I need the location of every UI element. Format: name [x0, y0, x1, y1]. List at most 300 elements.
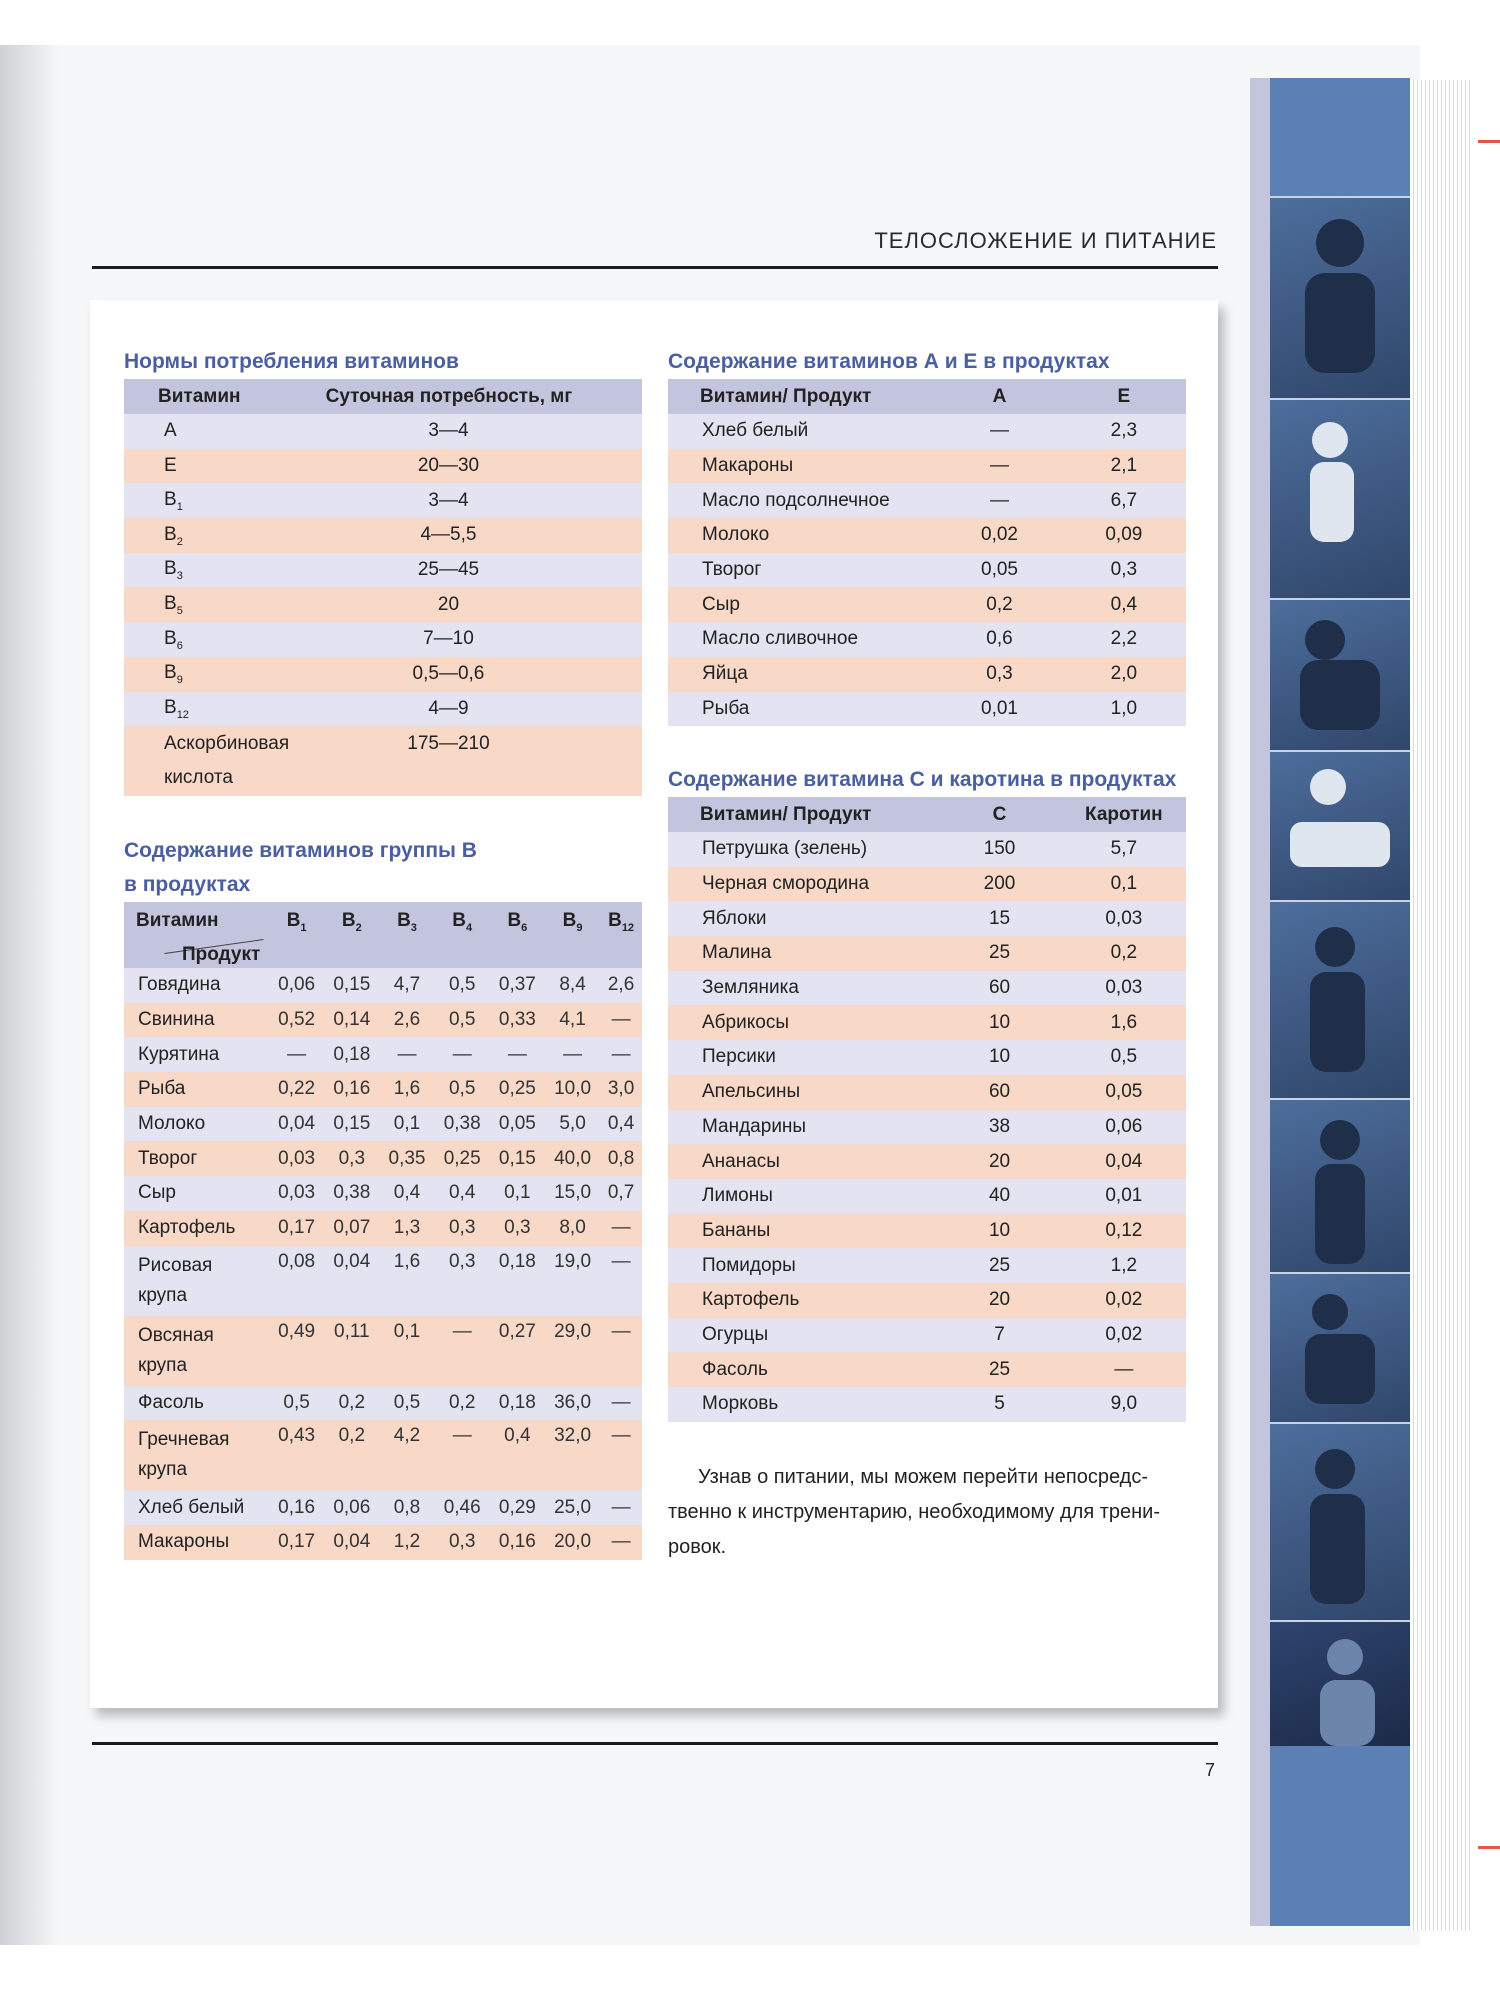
vitb-value-cell: 5,0 — [545, 1107, 600, 1142]
table-row — [124, 1386, 642, 1421]
value-cell: 0,2 — [937, 587, 1061, 622]
vitb-value-cell: 0,3 — [324, 1141, 379, 1176]
page-edges — [1410, 80, 1472, 1930]
value-cell: 5,7 — [1062, 832, 1186, 867]
product-name-line: Картофель — [138, 1217, 236, 1239]
value-cell: 2,2 — [1062, 622, 1186, 657]
table-row — [668, 1179, 1186, 1214]
vitb-value-cell: — — [269, 1037, 324, 1072]
value-cell: 0,3 — [1062, 553, 1186, 588]
vitb-value-cell: — — [435, 1420, 490, 1490]
table-row — [124, 1107, 642, 1142]
product-name-cell: Сыр — [668, 587, 937, 622]
vitb-col-header — [600, 902, 642, 968]
product-name-cell: Ананасы — [668, 1144, 937, 1179]
vitamin-subscript: 9 — [576, 921, 583, 934]
table-row — [668, 1352, 1186, 1387]
vitb-value-cell: 0,16 — [490, 1525, 545, 1560]
vitamin-letter: A — [164, 420, 177, 442]
product-name-line: Сыр — [138, 1182, 176, 1204]
table-row — [124, 622, 642, 657]
vitb-value-cell: 0,17 — [269, 1211, 324, 1246]
product-name-line: Курятина — [138, 1043, 220, 1065]
vitb-value-cell: 0,17 — [269, 1525, 324, 1560]
table-row — [124, 1141, 642, 1176]
table-row — [668, 449, 1186, 484]
product-name-cell: Апельсины — [668, 1075, 937, 1110]
table-row — [668, 1005, 1186, 1040]
norms-col-vitamin: Витамин — [124, 379, 295, 414]
vitb-product-cell — [124, 1072, 269, 1107]
table-row — [124, 518, 642, 553]
norms-need-cell: 0,5—0,6 — [295, 657, 642, 692]
vitb-value-cell: 0,29 — [490, 1490, 545, 1525]
vitamin-letter: E — [164, 455, 177, 477]
vitb-value-cell: 0,5 — [379, 1386, 434, 1421]
norms-vitamin-cell — [124, 761, 295, 796]
vitb-value-cell: 4,7 — [379, 968, 434, 1003]
table-row — [124, 483, 642, 518]
vitb-value-cell: 0,14 — [324, 1003, 379, 1038]
exercise-photo — [1270, 900, 1410, 1100]
value-cell: 20 — [937, 1283, 1061, 1318]
norms-need-cell: 3—4 — [295, 414, 642, 449]
vitb-value-cell: 0,4 — [435, 1176, 490, 1211]
vitb-title-line1: Содержание витаминов группы В — [124, 839, 477, 862]
paragraph-line: ровок. — [668, 1536, 727, 1558]
value-cell: 0,02 — [1062, 1283, 1186, 1318]
vitc-col-header: C — [937, 797, 1061, 832]
athlete-silhouette-icon — [1270, 198, 1410, 400]
product-name-line: Творог — [138, 1147, 198, 1169]
athlete-silhouette-icon — [1270, 1274, 1410, 1424]
product-name-cell: Масло сливочное — [668, 622, 937, 657]
vitb-value-cell: — — [600, 1037, 642, 1072]
vitamin-letter: B — [164, 627, 177, 649]
norms-vitamin-cell — [124, 449, 295, 484]
product-name-cell: Хлеб белый — [668, 414, 937, 449]
table-row — [668, 692, 1186, 727]
norms-need-cell: 175—210 — [295, 726, 642, 761]
vitb-value-cell: 0,1 — [490, 1176, 545, 1211]
norms-vitamin-cell — [124, 587, 295, 622]
vitb-product-cell — [124, 1003, 269, 1038]
vitamin-letter: B — [164, 558, 177, 580]
table-row — [124, 414, 642, 449]
vitb-value-cell: 29,0 — [545, 1316, 600, 1386]
vitc-col-header: Каротин — [1062, 797, 1186, 832]
vitb-value-cell: 0,8 — [379, 1490, 434, 1525]
vitb-product-cell — [124, 1316, 269, 1386]
vitb-value-cell: 20,0 — [545, 1525, 600, 1560]
table-row — [668, 1040, 1186, 1075]
page-number: 7 — [1205, 1760, 1216, 1780]
norms-need-cell: 20 — [295, 587, 642, 622]
vitb-value-cell: 0,08 — [269, 1246, 324, 1316]
vitb-value-cell: 0,5 — [435, 1003, 490, 1038]
product-name-cell: Огурцы — [668, 1318, 937, 1353]
table-row — [124, 1211, 642, 1246]
vitb-value-cell: 0,15 — [490, 1141, 545, 1176]
table-row — [668, 553, 1186, 588]
vitb-col-header — [269, 902, 324, 968]
table-row — [124, 1072, 642, 1107]
vitc-table — [668, 797, 1186, 1422]
table-row — [668, 1144, 1186, 1179]
vitb-value-cell: 0,38 — [324, 1176, 379, 1211]
vitb-value-cell: 0,43 — [269, 1420, 324, 1490]
paragraph-line: Узнав о питании, мы можем перейти непосредс- — [698, 1466, 1148, 1488]
table-row — [124, 761, 642, 796]
norms-need-cell: 4—5,5 — [295, 518, 642, 553]
table-row — [668, 414, 1186, 449]
vitb-value-cell: 32,0 — [545, 1420, 600, 1490]
vitb-value-cell: 0,4 — [490, 1420, 545, 1490]
vitb-value-cell: 0,25 — [490, 1072, 545, 1107]
closing-paragraph — [668, 1460, 1188, 1565]
vitb-product-cell — [124, 1037, 269, 1072]
table-row — [668, 867, 1186, 902]
vitb-value-cell: 0,49 — [269, 1316, 324, 1386]
product-name-cell: Мандарины — [668, 1110, 937, 1145]
vitb-value-cell: 0,3 — [435, 1525, 490, 1560]
vitb-value-cell: 0,1 — [379, 1107, 434, 1142]
vitb-value-cell: 0,03 — [269, 1176, 324, 1211]
vitb-value-cell: 0,2 — [324, 1386, 379, 1421]
norms-vitamin-cell — [124, 518, 295, 553]
vitb-value-cell: 0,52 — [269, 1003, 324, 1038]
table-row — [124, 657, 642, 692]
edge-bookmark-bottom — [1478, 1846, 1500, 1849]
value-cell: 0,4 — [1062, 587, 1186, 622]
vitae-col-header: A — [937, 379, 1061, 414]
athlete-silhouette-icon — [1270, 400, 1410, 600]
vitb-table-block — [124, 834, 642, 1560]
value-cell: 2,3 — [1062, 414, 1186, 449]
product-name-cell: Картофель — [668, 1283, 937, 1318]
vitb-col-header — [435, 902, 490, 968]
vitb-product-cell — [124, 1490, 269, 1525]
product-name-line: Свинина — [138, 1009, 215, 1031]
product-name-cell: Персики — [668, 1040, 937, 1075]
table-row — [124, 553, 642, 588]
norms-table — [124, 379, 642, 796]
vitb-value-cell: 36,0 — [545, 1386, 600, 1421]
product-name-line: Говядина — [138, 974, 221, 996]
vitb-value-cell: 4,1 — [545, 1003, 600, 1038]
athlete-silhouette-icon — [1270, 600, 1410, 752]
vitb-value-cell: 0,5 — [435, 968, 490, 1003]
bottom-rule — [92, 1742, 1218, 1745]
vitb-value-cell: 0,33 — [490, 1003, 545, 1038]
vitamin-subscript: 2 — [355, 921, 362, 934]
value-cell: 1,6 — [1062, 1005, 1186, 1040]
product-name-cell: Творог — [668, 553, 937, 588]
vitb-product-cell — [124, 1525, 269, 1560]
norms-need-cell: 7—10 — [295, 622, 642, 657]
value-cell: 0,03 — [1062, 971, 1186, 1006]
norms-vitamin-cell — [124, 622, 295, 657]
vitb-value-cell: 0,3 — [435, 1246, 490, 1316]
vitb-value-cell: — — [600, 1386, 642, 1421]
vitb-product-cell — [124, 1246, 269, 1316]
norms-vitamin-cell — [124, 657, 295, 692]
vitb-value-cell: 1,6 — [379, 1072, 434, 1107]
value-cell: 200 — [937, 867, 1061, 902]
product-name-cell: Молоко — [668, 518, 937, 553]
vitamin-letter: B — [507, 910, 522, 931]
value-cell: 0,06 — [1062, 1110, 1186, 1145]
vitb-value-cell: 0,07 — [324, 1211, 379, 1246]
value-cell: 20 — [937, 1144, 1061, 1179]
table-row — [668, 587, 1186, 622]
value-cell: 10 — [937, 1214, 1061, 1249]
product-name-cell: Фасоль — [668, 1352, 937, 1387]
vitb-col-header — [545, 902, 600, 968]
value-cell: 25 — [937, 1248, 1061, 1283]
vitb-value-cell: 0,06 — [324, 1490, 379, 1525]
value-cell: 0,01 — [937, 692, 1061, 727]
vitamin-subscript: 2 — [176, 535, 183, 548]
vitb-value-cell: — — [600, 1525, 642, 1560]
product-name-line: Овсяная — [138, 1324, 214, 1346]
vitae-title: Содержание витаминов А и Е в продуктах — [668, 350, 1110, 373]
vitamin-subscript: 1 — [176, 500, 183, 513]
vitamin-letter: B — [164, 488, 177, 510]
norms-vitamin-cell — [124, 726, 295, 761]
vitae-col-header: Витамин/ Продукт — [668, 379, 937, 414]
table-row — [668, 1283, 1186, 1318]
vitb-value-cell: 3,0 — [600, 1072, 642, 1107]
vitb-value-cell: 0,18 — [490, 1386, 545, 1421]
table-row — [668, 622, 1186, 657]
vitamin-letter: B — [164, 662, 177, 684]
table-row — [124, 968, 642, 1003]
vitb-value-cell: 1,3 — [379, 1211, 434, 1246]
value-cell: — — [937, 449, 1061, 484]
value-cell: 0,02 — [937, 518, 1061, 553]
vitb-value-cell: 15,0 — [545, 1176, 600, 1211]
value-cell: 0,1 — [1062, 867, 1186, 902]
value-cell: 25 — [937, 936, 1061, 971]
norms-vitamin-cell — [124, 483, 295, 518]
product-name-cell: Яйца — [668, 657, 937, 692]
exercise-photo — [1270, 1620, 1410, 1746]
value-cell: — — [937, 414, 1061, 449]
vitb-value-cell: 0,16 — [269, 1490, 324, 1525]
vitb-col-header — [379, 902, 434, 968]
product-name-cell: Помидоры — [668, 1248, 937, 1283]
table-row — [124, 1525, 642, 1560]
norms-table-block — [124, 345, 642, 796]
vitc-title: Содержание витамина С и каротина в продуктах — [668, 768, 1177, 791]
table-row — [668, 1110, 1186, 1145]
value-cell: 0,03 — [1062, 901, 1186, 936]
vitb-table — [124, 902, 642, 1560]
value-cell: 0,04 — [1062, 1144, 1186, 1179]
table-row — [124, 1490, 642, 1525]
top-rule — [92, 266, 1218, 269]
norms-title: Нормы потребления витаминов — [124, 350, 459, 373]
norms-need-cell: 4—9 — [295, 692, 642, 727]
product-name-cell: Бананы — [668, 1214, 937, 1249]
vitb-value-cell: 0,4 — [600, 1107, 642, 1142]
vitb-value-cell: 0,5 — [269, 1386, 324, 1421]
vitamin-letter: B — [164, 592, 177, 614]
vitb-value-cell: 0,18 — [490, 1246, 545, 1316]
table-row — [668, 1387, 1186, 1422]
vitb-value-cell: — — [490, 1037, 545, 1072]
vitb-value-cell: 10,0 — [545, 1072, 600, 1107]
vitb-value-cell: 0,05 — [490, 1107, 545, 1142]
vitb-value-cell: 0,2 — [324, 1420, 379, 1490]
product-name-line: Молоко — [138, 1113, 206, 1135]
table-row — [124, 692, 642, 727]
table-row — [668, 832, 1186, 867]
vitb-value-cell: — — [600, 1490, 642, 1525]
vitb-value-cell: 2,6 — [379, 1003, 434, 1038]
vitb-value-cell: 0,11 — [324, 1316, 379, 1386]
vitb-value-cell: 0,04 — [324, 1246, 379, 1316]
vitb-product-cell — [124, 1107, 269, 1142]
vitamin-subscript: 4 — [465, 921, 473, 934]
value-cell: 1,0 — [1062, 692, 1186, 727]
vitamin-letter: B — [164, 523, 177, 545]
exercise-photo — [1270, 750, 1410, 902]
value-cell: 10 — [937, 1005, 1061, 1040]
vitamin-subscript: 6 — [176, 639, 183, 652]
value-cell: 60 — [937, 1075, 1061, 1110]
value-cell: 0,12 — [1062, 1214, 1186, 1249]
value-cell: 0,05 — [1062, 1075, 1186, 1110]
vitb-value-cell: 8,0 — [545, 1211, 600, 1246]
product-name-line: Гречневая — [138, 1429, 230, 1451]
value-cell: 150 — [937, 832, 1061, 867]
vitamin-subscript: 9 — [176, 674, 183, 687]
vitb-corner-product: Продукт — [182, 944, 261, 965]
table-row — [668, 518, 1186, 553]
vitb-value-cell: 0,04 — [324, 1525, 379, 1560]
table-row — [668, 657, 1186, 692]
vitb-value-cell: 0,22 — [269, 1072, 324, 1107]
vitb-value-cell: — — [600, 1003, 642, 1038]
vitb-title-line2: в продуктах — [124, 873, 251, 896]
norms-vitamin-cell — [124, 692, 295, 727]
vitc-table-block — [668, 763, 1186, 1422]
value-cell: 40 — [937, 1179, 1061, 1214]
vitb-value-cell: 0,5 — [435, 1072, 490, 1107]
athlete-silhouette-icon — [1270, 1424, 1410, 1622]
table-row — [124, 1246, 642, 1316]
exercise-photo — [1270, 598, 1410, 752]
vitb-value-cell: 0,3 — [435, 1211, 490, 1246]
product-name-cell: Земляника — [668, 971, 937, 1006]
product-name-line: Хлеб белый — [138, 1496, 245, 1518]
value-cell: 2,1 — [1062, 449, 1186, 484]
product-name-cell: Морковь — [668, 1387, 937, 1422]
value-cell: — — [1062, 1352, 1186, 1387]
vitb-value-cell: 0,16 — [324, 1072, 379, 1107]
vitamin-letter: B — [341, 910, 356, 931]
table-row — [124, 1176, 642, 1211]
table-row — [124, 1316, 642, 1386]
vitb-value-cell: — — [600, 1316, 642, 1386]
value-cell: 25 — [937, 1352, 1061, 1387]
product-name-cell: Малина — [668, 936, 937, 971]
product-name-cell: Абрикосы — [668, 1005, 937, 1040]
vitb-value-cell: 4,2 — [379, 1420, 434, 1490]
norms-need-cell: 3—4 — [295, 483, 642, 518]
product-name-line: Рисовая — [138, 1254, 213, 1276]
vitamin-subscript: 5 — [176, 604, 183, 617]
product-name-line: крупа — [138, 1459, 188, 1481]
product-name-line: Фасоль — [138, 1391, 204, 1413]
value-cell: — — [937, 483, 1061, 518]
edge-bookmark-top — [1478, 140, 1500, 143]
norms-need-cell — [295, 761, 642, 796]
norms-vitamin-cell — [124, 414, 295, 449]
vitamin-letter: B — [452, 910, 466, 931]
page-gutter-shadow — [0, 45, 60, 1945]
vitb-value-cell: 0,38 — [435, 1107, 490, 1142]
vitb-value-cell: 0,25 — [435, 1141, 490, 1176]
vitamin-subscript: 6 — [521, 921, 528, 934]
vitb-value-cell: 19,0 — [545, 1246, 600, 1316]
vitae-table — [668, 379, 1186, 726]
vitamin-letter: кислота — [164, 767, 233, 789]
section-header: ТЕЛОСЛОЖЕНИЕ И ПИТАНИЕ — [874, 228, 1217, 253]
vitamin-subscript: 12 — [621, 921, 635, 934]
vitb-product-cell — [124, 968, 269, 1003]
vitb-value-cell: 1,2 — [379, 1525, 434, 1560]
vitb-value-cell: 0,3 — [490, 1211, 545, 1246]
table-row — [124, 726, 642, 761]
vitb-product-cell — [124, 1211, 269, 1246]
vitb-value-cell: 0,27 — [490, 1316, 545, 1386]
vitamin-letter: B — [164, 696, 177, 718]
vitb-corner-header — [124, 902, 269, 968]
vitb-value-cell: 0,46 — [435, 1490, 490, 1525]
vitamin-subscript: 12 — [176, 708, 189, 721]
value-cell: 0,5 — [1062, 1040, 1186, 1075]
vitae-col-header: E — [1062, 379, 1186, 414]
vitae-table-block — [668, 345, 1186, 726]
table-row — [124, 587, 642, 622]
athlete-silhouette-icon — [1270, 1622, 1410, 1746]
vitamin-subscript: 1 — [300, 921, 307, 934]
table-row — [668, 971, 1186, 1006]
value-cell: 38 — [937, 1110, 1061, 1145]
vitamin-subscript: 3 — [176, 569, 183, 582]
table-row — [124, 449, 642, 484]
value-cell: 0,05 — [937, 553, 1061, 588]
vitamin-letter: B — [608, 910, 622, 931]
exercise-photo — [1270, 398, 1410, 600]
product-name-cell: Макароны — [668, 449, 937, 484]
vitb-col-header — [324, 902, 379, 968]
vitamin-letter: B — [562, 910, 577, 931]
value-cell: 9,0 — [1062, 1387, 1186, 1422]
value-cell: 6,7 — [1062, 483, 1186, 518]
vitb-product-cell — [124, 1420, 269, 1490]
vitamin-letter: B — [286, 910, 301, 931]
vitb-value-cell: 0,15 — [324, 968, 379, 1003]
table-row — [124, 1037, 642, 1072]
table-row — [668, 1075, 1186, 1110]
value-cell: 60 — [937, 971, 1061, 1006]
vitb-value-cell: 0,37 — [490, 968, 545, 1003]
athlete-silhouette-icon — [1270, 752, 1410, 902]
